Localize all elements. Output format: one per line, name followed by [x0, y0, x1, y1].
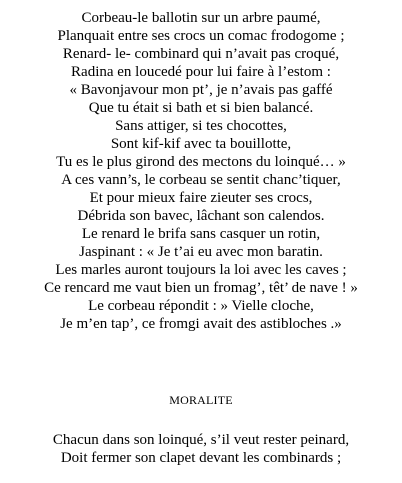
- poem-line: Et pour mieux faire zieuter ses crocs,: [89, 190, 313, 206]
- poem-line: Le corbeau répondit : » Vielle cloche,: [88, 298, 314, 314]
- poem-line: « Bavonjavour mon pt’, je n’avais pas gaffé: [69, 82, 333, 98]
- poem-line: Je m’en tap’, ce fromgi avait des astibloches .»: [60, 316, 342, 332]
- poem-line: Corbeau-le ballotin sur un arbre paumé,: [81, 10, 321, 26]
- poem-line: Jaspinant : « Je t’ai eu avec mon baratin.: [79, 244, 323, 260]
- poem-line: Renard- le- combinard qui n’avait pas croqué,: [62, 46, 340, 62]
- moral-line: Doit fermer son clapet devant les combinards ;: [60, 450, 342, 466]
- moral-body: [0, 431, 402, 467]
- poem-line: Sont kif-kif avec ta bouillotte,: [110, 136, 292, 152]
- moral-heading: MORALITE: [169, 393, 233, 407]
- poem-line: A ces vann’s, le corbeau se sentit chanc’tiquer,: [61, 172, 341, 188]
- poem-body: [0, 9, 402, 333]
- poem-line: Sans attiger, si tes chocottes,: [115, 118, 287, 134]
- poem-line: Planquait entre ses crocs un comac frodogome ;: [57, 28, 345, 44]
- poem-line: Le renard le brifa sans casquer un rotin,: [81, 226, 321, 242]
- poem-line: Radina en loucedé pour lui faire à l’estom :: [71, 64, 331, 80]
- moral-line: Chacun dans son loinqué, s’il veut rester peinard,: [52, 432, 350, 448]
- poem-line: Ce rencard me vaut bien un fromag’, têt’ de nave ! »: [44, 280, 358, 296]
- poem-line: Les marles auront toujours la loi avec les caves ;: [55, 262, 347, 278]
- poem-line: Débrida son bavec, lâchant son calendos.: [77, 208, 325, 224]
- poem-line: Que tu était si bath et si bien balancé.: [88, 100, 314, 116]
- poem-line: Tu es le plus girond des mectons du loinqué… »: [56, 154, 346, 170]
